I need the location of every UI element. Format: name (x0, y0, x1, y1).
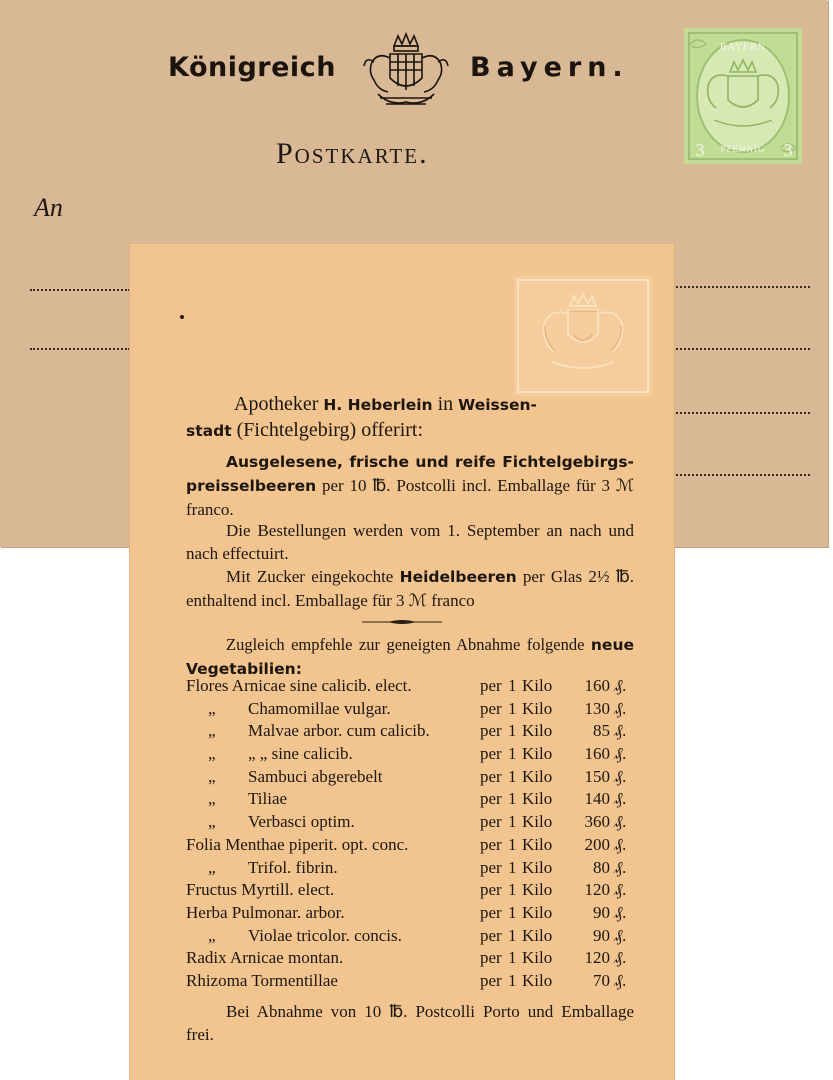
quantity: 1 (508, 880, 517, 900)
price-row (186, 767, 646, 790)
merchant-name: H. Heberlein (323, 396, 433, 414)
kingdom-right-text: Bayern. (470, 52, 629, 83)
unit-label: Kilo (522, 698, 553, 718)
price-value: 140 (584, 789, 610, 809)
product-name: Tiliae (248, 789, 288, 809)
stamp-bottom-text: PFENNIG (720, 144, 766, 154)
quantity: 1 (508, 834, 517, 854)
stamp-value-left: 3 (695, 140, 705, 160)
quantity: 1 (508, 970, 517, 990)
quantity: 1 (508, 789, 517, 809)
quantity: 1 (508, 925, 517, 945)
per-label: per (480, 970, 502, 990)
price-row (186, 721, 646, 744)
address-line-right-1 (676, 286, 810, 288)
product-name: Sambuci abgerebelt (248, 766, 383, 786)
currency-symbol: ₰. (614, 721, 627, 741)
currency-symbol: ₰. (614, 676, 627, 695)
quantity: 1 (508, 676, 517, 695)
sugar-paragraph (186, 565, 634, 612)
per-label: per (480, 676, 502, 695)
postage-stamp (684, 28, 802, 164)
kingdom-left-text: Königreich (168, 52, 336, 83)
ditto-mark: „ (208, 698, 216, 718)
unit-label: Kilo (522, 902, 553, 922)
unit-label: Kilo (522, 766, 553, 786)
unit-label: Kilo (522, 857, 553, 877)
product-name: Herba Pulmonar. arbor. (186, 902, 345, 922)
stamp-value-right: 3 (783, 140, 793, 160)
ditto-mark: „ (208, 857, 216, 877)
coat-of-arms-icon (360, 32, 452, 116)
quantity: 1 (508, 744, 517, 764)
intro-text: (Fichtelgebirg) offerirt: (236, 419, 424, 441)
price-value: 85 (593, 721, 610, 741)
address-line-right-4 (676, 474, 810, 476)
per-label: per (480, 902, 502, 922)
intro-paragraph-line2 (186, 418, 634, 443)
price-value: 150 (584, 766, 610, 786)
currency-symbol: ₰. (614, 834, 627, 854)
price-row (186, 858, 646, 881)
price-value: 90 (593, 902, 610, 922)
price-value: 120 (584, 948, 610, 968)
currency-symbol: ₰. (614, 948, 627, 968)
product-name: „ „ sine calicib. (248, 744, 353, 764)
price-value: 120 (584, 880, 610, 900)
unit-label: Kilo (522, 834, 553, 854)
unit-label: Kilo (522, 812, 553, 832)
stamp-top-text: BAYERN (719, 42, 767, 53)
ditto-mark: „ (208, 766, 216, 786)
sugar-product: Heidelbeeren (399, 568, 517, 586)
per-label: per (480, 880, 502, 900)
product-name: Fructus Myrtill. elect. (186, 880, 335, 900)
price-row (186, 789, 646, 812)
currency-symbol: ₰. (614, 789, 627, 809)
quantity: 1 (508, 857, 517, 877)
product-name: Violae tricolor. concis. (248, 925, 402, 945)
product-name: Folia Menthae piperit. opt. conc. (186, 834, 409, 854)
price-value: 90 (593, 925, 610, 945)
offer-product: Ausgelesene, frische und reife Fichtelgebirgs-preisselbeeren (186, 453, 634, 495)
postcard-title: Postkarte. (276, 137, 429, 170)
town-name-part2: stadt (186, 422, 232, 440)
currency-symbol: ₰. (614, 857, 627, 877)
currency-symbol: ₰. (614, 902, 627, 922)
product-name: Malvae arbor. cum calicib. (248, 721, 430, 741)
quantity: 1 (508, 948, 517, 968)
sugar-text: Mit Zucker eingekochte (226, 567, 394, 586)
product-name: Trifol. fibrin. (248, 857, 338, 877)
quantity: 1 (508, 902, 517, 922)
price-row (186, 835, 646, 858)
price-value: 70 (593, 970, 610, 990)
quantity: 1 (508, 698, 517, 718)
recommend-text: Zugleich empfehle zur geneigten Abnahme folgende (226, 635, 585, 654)
per-label: per (480, 857, 502, 877)
unit-label: Kilo (522, 676, 553, 695)
price-value: 200 (584, 834, 610, 854)
ditto-mark: „ (208, 812, 216, 832)
unit-label: Kilo (522, 789, 553, 809)
unit-label: Kilo (522, 925, 553, 945)
price-value: 130 (584, 698, 610, 718)
quantity: 1 (508, 721, 517, 741)
per-label: per (480, 789, 502, 809)
price-value: 360 (584, 812, 610, 832)
ditto-mark: „ (208, 789, 216, 809)
product-name: Rhizoma Tormentillae (186, 970, 338, 990)
intro-text: in (437, 393, 454, 415)
currency-symbol: ₰. (614, 970, 627, 990)
currency-symbol: ₰. (614, 880, 627, 900)
address-line-left-1 (30, 289, 130, 291)
per-label: per (480, 812, 502, 832)
per-label: per (480, 744, 502, 764)
embossed-crest-icon (514, 276, 652, 396)
product-name: Radix Arnicae montan. (186, 948, 344, 968)
unit-label: Kilo (522, 880, 553, 900)
price-row (186, 971, 646, 994)
ditto-mark: „ (208, 721, 216, 741)
price-row (186, 744, 646, 767)
intro-text: Apotheker (234, 393, 319, 415)
price-list (186, 676, 646, 994)
per-label: per (480, 698, 502, 718)
town-name-part1: Weissen- (458, 396, 537, 414)
product-name: Flores Arnicae sine calicib. elect. (186, 676, 412, 695)
currency-symbol: ₰. (614, 925, 627, 945)
quantity: 1 (508, 766, 517, 786)
address-label: An (34, 193, 63, 222)
ditto-mark: „ (208, 744, 216, 764)
footer-paragraph: Bei Abnahme von 10 ℔. Postcolli Porto und Emballage frei. (186, 1002, 634, 1044)
price-row (186, 699, 646, 722)
address-line-right-3 (676, 412, 810, 414)
per-label: per (480, 834, 502, 854)
per-label: per (480, 925, 502, 945)
price-value: 80 (593, 857, 610, 877)
offer-paragraph (186, 450, 634, 521)
recommend-paragraph (186, 633, 634, 681)
currency-symbol: ₰. (614, 698, 627, 718)
price-row (186, 880, 646, 903)
currency-symbol: ₰. (614, 766, 627, 786)
offer-terms: per 10 ℔. Postcolli incl. Emballage für 3 ℳ franco. (186, 476, 634, 519)
per-label: per (480, 948, 502, 968)
price-row (186, 903, 646, 926)
unit-label: Kilo (522, 970, 553, 990)
ornament-divider (362, 618, 442, 626)
price-row (186, 948, 646, 971)
advertisement-insert (130, 244, 674, 1080)
intro-paragraph (186, 392, 634, 417)
currency-symbol: ₰. (614, 812, 627, 832)
ditto-mark: „ (208, 925, 216, 945)
sugar-terms: per Glas 2½ ℔. enthaltend incl. Emballage für 3 ℳ franco (186, 567, 634, 610)
address-line-right-2 (676, 348, 810, 350)
recommend-heading: neue Vegetabilien: (186, 636, 634, 678)
ink-dot (180, 315, 184, 319)
price-row (186, 812, 646, 835)
per-label: per (480, 766, 502, 786)
product-name: Verbasci optim. (248, 812, 355, 832)
price-value: 160 (584, 676, 610, 695)
price-row (186, 676, 646, 699)
unit-label: Kilo (522, 721, 553, 741)
unit-label: Kilo (522, 948, 553, 968)
product-name: Chamomillae vulgar. (248, 698, 391, 718)
price-value: 160 (584, 744, 610, 764)
orders-paragraph: Die Bestellungen werden vom 1. September an nach und nach effectuirt. (186, 521, 634, 563)
quantity: 1 (508, 812, 517, 832)
address-line-left-2 (30, 348, 130, 350)
unit-label: Kilo (522, 744, 553, 764)
price-row (186, 926, 646, 949)
per-label: per (480, 721, 502, 741)
currency-symbol: ₰. (614, 744, 627, 764)
